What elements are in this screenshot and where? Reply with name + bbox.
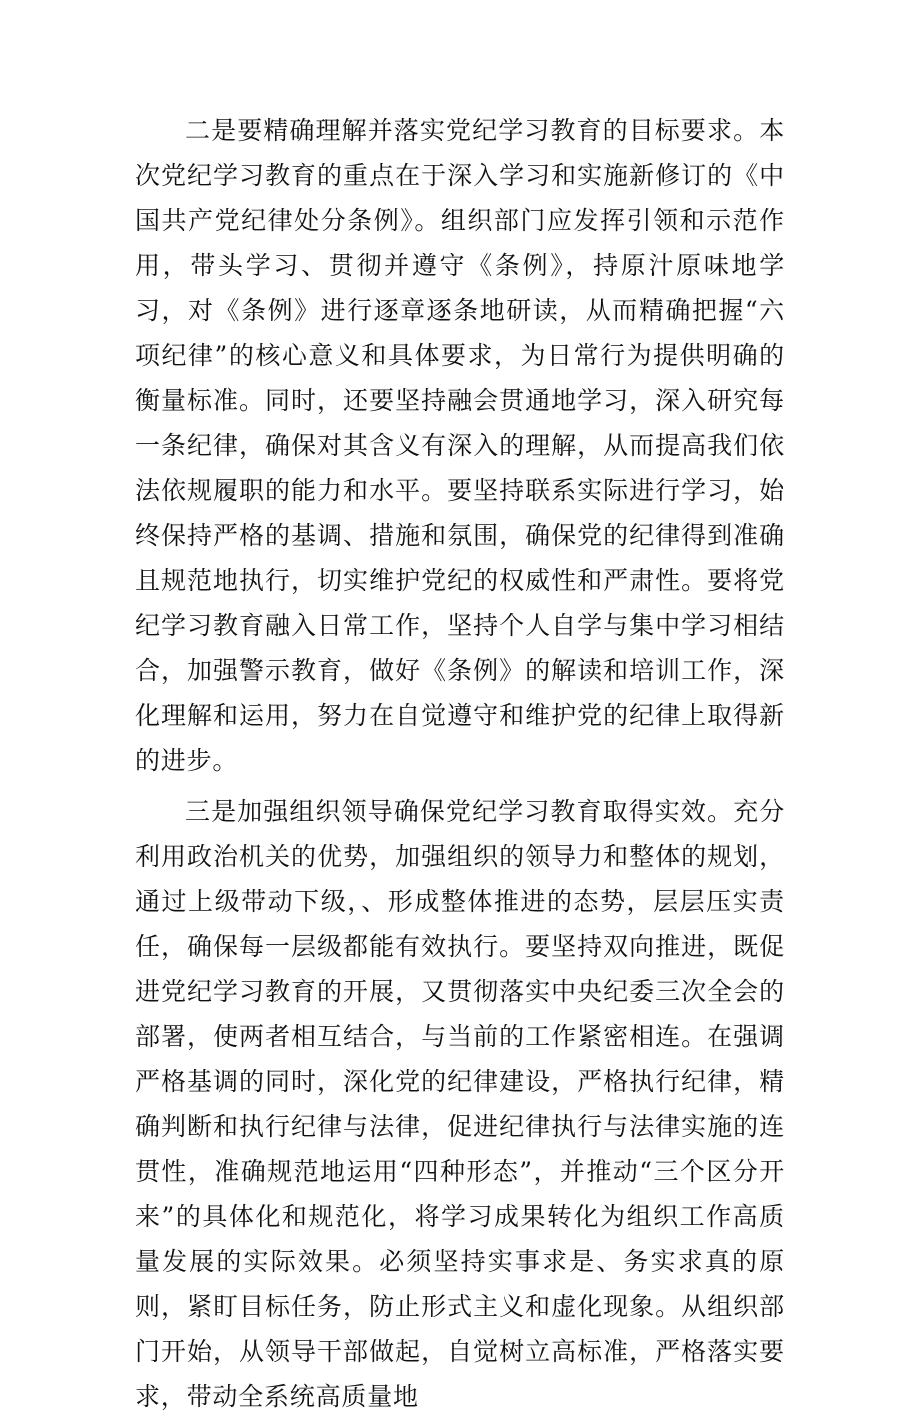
paragraph-3-leadership: 三是加强组织领导确保党纪学习教育取得实效。充分利用政治机关的优势，加强组织的领导力和整体的规划，通过上级带动下级，、形成整体推进的态势，层层压实责任，确保每一层级都能有效执行。要坚持双向推进，既促进党纪学习教育的开展，又贯彻落实中央纪委三次全会的部署，使两者相互结合，与当前的工作紧密相连。在强调严格基调的同时，深化党的纪律建设，严格执行纪律，精确判断和执行纪律与法律，促进纪律执行与法律实施的连贯性，准确规范地运用“四种形态”，并推动“三个区分开来”的具体化和规范化，将学习成果转化为组织工作高质量发展的实际效果。必须坚持实事求是、务实求真的原则，紧盯目标任务，防止形式主义和虚化现象。从组织部门开始，从领导干部做起，自觉树立高标准，严格落实要求，带动全系统高质量地: [135, 797, 785, 1411]
paragraph-2-goals: 二是要精确理解并落实党纪学习教育的目标要求。本次党纪学习教育的重点在于深入学习和实施新修订的《中国共产党纪律处分条例》。组织部门应发挥引领和示范作用，带头学习、贯彻并遵守《条例》，持原汁原味地学习，对《条例》进行逐章逐条地研读，从而精确把握“六项纪律”的核心意义和具体要求，为日常行为提供明确的衡量标准。同时，还要坚持融会贯通地学习，深入研究每一条纪律，确保对其含义有深入的理解，从而提高我们依法依规履职的能力和水平。要坚持联系实际进行学习，始终保持严格的基调、措施和氛围，确保党的纪律得到准确且规范地执行，切实维护党纪的权威性和严肃性。要将党纪学习教育融入日常工作，坚持个人自学与集中学习相结合，加强警示教育，做好《条例》的解读和培训工作，深化理解和运用，努力在自觉遵守和维护党的纪律上取得新的进步。: [135, 116, 785, 775]
document-body: [135, 108, 785, 1425]
